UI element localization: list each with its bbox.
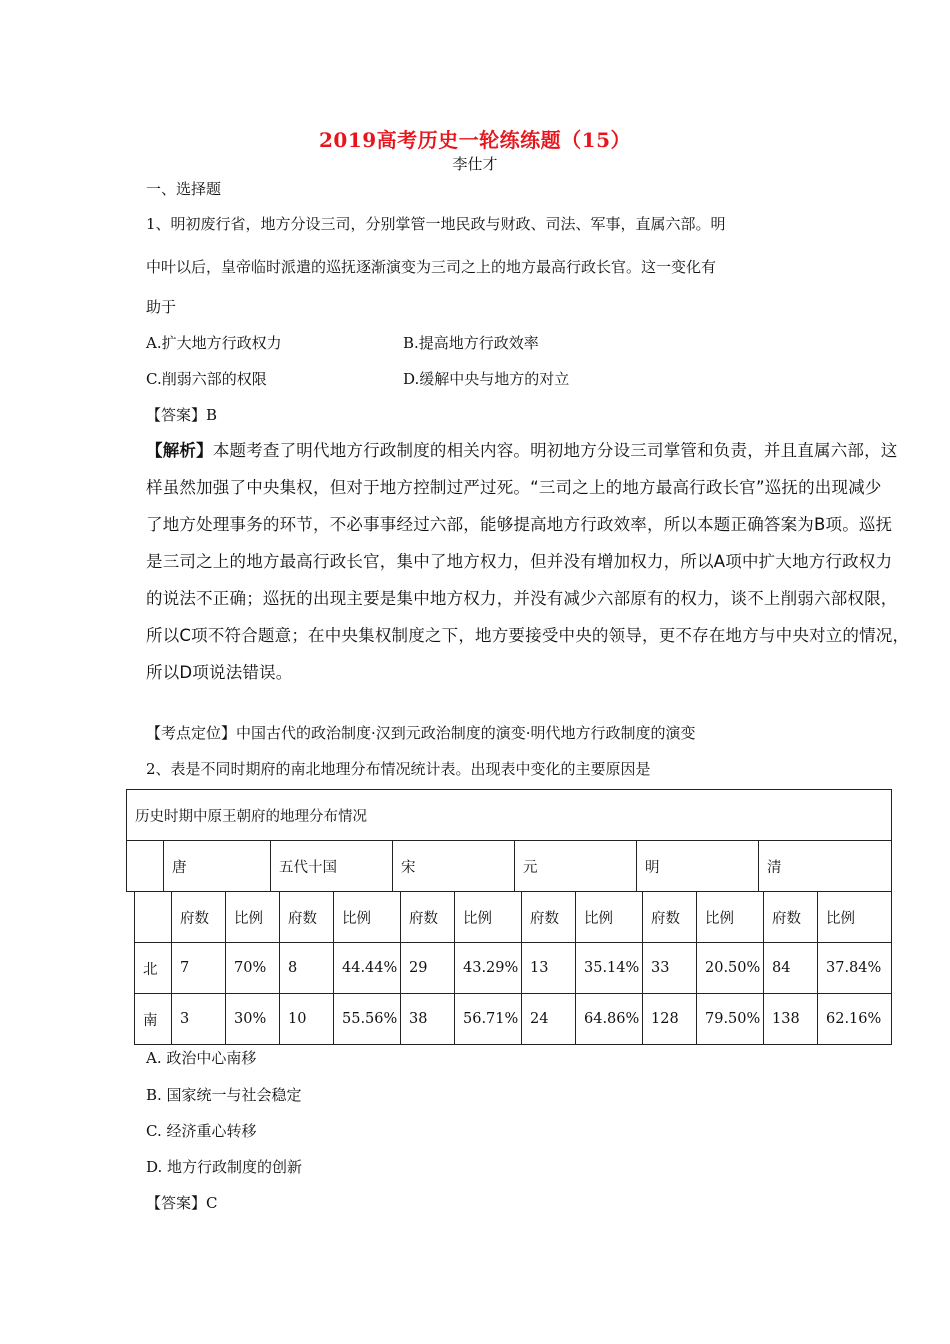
q2-option-a: A. 政治中心南移 xyxy=(146,1049,257,1067)
dynasty-header: 宋 xyxy=(393,841,515,892)
q1-analysis xyxy=(146,432,922,691)
q1-answer: 【答案】B xyxy=(146,406,218,424)
sub-header-ratio: 比例 xyxy=(697,892,764,943)
analysis-line: 的说法不正确；巡抚的出现主要是集中地方权力，并没有减少六部原有的权力，谈不上削弱六部权限， xyxy=(146,589,898,608)
q2-answer: 【答案】C xyxy=(146,1194,218,1212)
sub-header-ratio: 比例 xyxy=(576,892,643,943)
table-cell: 30% xyxy=(226,994,280,1045)
region-header-blank xyxy=(135,892,172,943)
dynasty-header: 唐 xyxy=(164,841,271,892)
q2-option-b: B. 国家统一与社会稳定 xyxy=(146,1086,302,1104)
sub-header-ratio: 比例 xyxy=(455,892,522,943)
table-cell: 138 xyxy=(764,994,818,1045)
table-cell: 37.84% xyxy=(818,943,892,994)
table-cell: 35.14% xyxy=(576,943,643,994)
analysis-line: 样虽然加强了中央集权，但对于地方控制过严过死。“三司之上的地方最高行政长官”巡抚的出现减少 xyxy=(146,478,882,497)
q1-kaodian: 【考点定位】中国古代的政治制度·汉到元政治制度的演变·明代地方行政制度的演变 xyxy=(146,724,696,742)
section-heading: 一、选择题 xyxy=(146,180,222,198)
table-caption: 历史时期中原王朝府的地理分布情况 xyxy=(127,790,892,841)
table-cell: 128 xyxy=(643,994,697,1045)
table-cell: 43.29% xyxy=(455,943,522,994)
table-cell: 70% xyxy=(226,943,280,994)
distribution-table xyxy=(134,891,892,1045)
analysis-line: 所以C项不符合题意；在中央集权制度之下，地方要接受中央的领导，更不存在地方与中央对立的情况， xyxy=(146,626,910,645)
sub-header-count: 府数 xyxy=(280,892,334,943)
table-cell: 3 xyxy=(172,994,226,1045)
page-title: 2019高考历史一轮练练题（15） xyxy=(319,128,631,152)
table-row-north xyxy=(135,943,892,994)
header-blank-cell xyxy=(127,841,164,892)
table-cell: 7 xyxy=(172,943,226,994)
q2-option-c: C. 经济重心转移 xyxy=(146,1122,257,1140)
sub-header-count: 府数 xyxy=(643,892,697,943)
sub-header-count: 府数 xyxy=(522,892,576,943)
table-header-block xyxy=(126,789,892,892)
table-cell: 13 xyxy=(522,943,576,994)
analysis-label: 【解析】 xyxy=(146,441,213,460)
analysis-line: 是三司之上的地方最高行政长官，集中了地方权力，但并没有增加权力，所以A项中扩大地方行政权力 xyxy=(146,552,893,571)
q2-stem: 2、表是不同时期府的南北地理分布情况统计表。出现表中变化的主要原因是 xyxy=(146,760,651,778)
table-cell: 44.44% xyxy=(334,943,401,994)
sub-header-ratio: 比例 xyxy=(818,892,892,943)
sub-header-ratio: 比例 xyxy=(226,892,280,943)
table-cell: 10 xyxy=(280,994,334,1045)
region-cell: 南 xyxy=(135,994,172,1045)
dynasty-header: 清 xyxy=(759,841,892,892)
table-cell: 64.86% xyxy=(576,994,643,1045)
table-cell: 84 xyxy=(764,943,818,994)
dynasty-header: 元 xyxy=(515,841,637,892)
sub-header-ratio: 比例 xyxy=(334,892,401,943)
q1-stem-line-2: 中叶以后，皇帝临时派遣的巡抚逐渐演变为三司之上的地方最高行政长官。这一变化有 xyxy=(146,258,717,276)
q1-option-c: C.削弱六部的权限 xyxy=(146,370,267,388)
table-cell: 24 xyxy=(522,994,576,1045)
table-cell: 62.16% xyxy=(818,994,892,1045)
region-cell: 北 xyxy=(135,943,172,994)
q1-stem-line-3: 助于 xyxy=(146,298,177,316)
analysis-line: 本题考查了明代地方行政制度的相关内容。明初地方分设三司掌管和负责，并且直属六部，这 xyxy=(212,441,898,460)
sub-header-count: 府数 xyxy=(401,892,455,943)
dynasty-header: 明 xyxy=(637,841,759,892)
q2-option-d: D. 地方行政制度的创新 xyxy=(146,1158,303,1176)
table-row-south xyxy=(135,994,892,1045)
table-cell: 8 xyxy=(280,943,334,994)
analysis-line: 了地方处理事务的环节，不必事事经过六部，能够提高地方行政效率，所以本题正确答案为B项。巡抚 xyxy=(146,515,893,534)
table-cell: 55.56% xyxy=(334,994,401,1045)
q1-stem-line-1: 1、明初废行省，地方分设三司，分别掌管一地民政与财政、司法、军事，直属六部。明 xyxy=(146,215,726,233)
table-cell: 79.50% xyxy=(697,994,764,1045)
sub-header-count: 府数 xyxy=(172,892,226,943)
q1-option-a: A.扩大地方行政权力 xyxy=(146,334,282,352)
table-cell: 38 xyxy=(401,994,455,1045)
q1-option-b: B.提高地方行政效率 xyxy=(403,334,539,352)
table-cell: 20.50% xyxy=(697,943,764,994)
analysis-line: 所以D项说法错误。 xyxy=(146,663,293,682)
q1-option-d: D.缓解中央与地方的对立 xyxy=(403,370,570,388)
sub-header-count: 府数 xyxy=(764,892,818,943)
dynasty-header: 五代十国 xyxy=(271,841,393,892)
table-cell: 33 xyxy=(643,943,697,994)
table-cell: 29 xyxy=(401,943,455,994)
table-cell: 56.71% xyxy=(455,994,522,1045)
author: 李仕才 xyxy=(452,155,498,173)
